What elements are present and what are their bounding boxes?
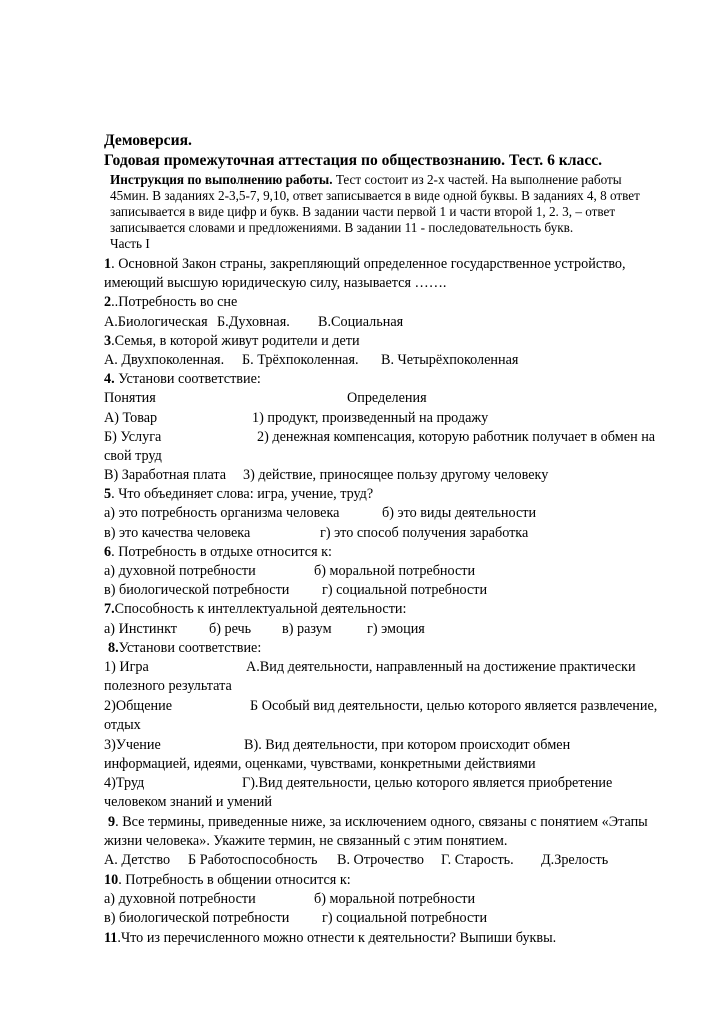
question-2 bbox=[104, 293, 237, 311]
question-1-text-2: имеющий высшую юридическую силу, называется ……. bbox=[104, 275, 447, 291]
question-10 bbox=[104, 871, 351, 889]
question-4-def-2: 2) денежная компенсация, которую работник получает в обмен на bbox=[257, 429, 656, 445]
question-4-col-definitions: Определения bbox=[347, 390, 427, 406]
question-5-text: . Что объединяет слова: игра, учение, труд? bbox=[111, 486, 374, 502]
question-10-option-d: г) социальной потребности bbox=[322, 910, 488, 926]
question-5-option-a: а) это потребность организма человека bbox=[104, 505, 340, 521]
question-4-def-3: 3) действие, приносящее пользу другому человеку bbox=[243, 467, 549, 483]
question-5-option-c: в) это качества человека bbox=[104, 525, 251, 541]
question-9-number: 9 bbox=[108, 814, 116, 830]
instructions-line-2: 45мин. В заданиях 2-3,5-7, 9,10, ответ записывается в виде одной буквы. В заданиях 4, 8 ответ bbox=[110, 188, 640, 203]
instructions-line-3: записывается в виде цифр и букв. В задании части первой 1 и части второй 1, 2. 3, – ответ bbox=[110, 204, 616, 219]
instructions-line-4: записывается словами и предложениями. В задании 11 - последовательность букв. bbox=[110, 220, 574, 235]
question-4-item-a: А) Товар bbox=[104, 410, 158, 426]
question-1-text: . Основной Закон страны, закрепляющий определенное государственное устройство, bbox=[111, 256, 626, 272]
question-2-text: ..Потребность во сне bbox=[111, 294, 238, 310]
question-8-item-3: 3)Учение bbox=[104, 737, 161, 753]
question-4 bbox=[104, 370, 261, 388]
question-2-option-a: А.Биологическая bbox=[104, 314, 208, 330]
question-10-number: 10 bbox=[104, 872, 119, 888]
question-1 bbox=[104, 255, 626, 273]
question-2-option-b: Б.Духовная. bbox=[217, 314, 290, 330]
question-5-number: 5 bbox=[104, 486, 112, 502]
question-5-option-b: б) это виды деятельности bbox=[382, 505, 537, 521]
question-5-option-d: г) это способ получения заработка bbox=[320, 525, 529, 541]
doc-subtitle: Годовая промежуточная аттестация по обществознанию. Тест. 6 класс. bbox=[104, 152, 603, 169]
question-1-number: 1 bbox=[104, 256, 112, 272]
question-4-def-1: 1) продукт, произведенный на продажу bbox=[252, 410, 489, 426]
question-11 bbox=[104, 929, 556, 947]
question-10-option-b: б) моральной потребности bbox=[314, 891, 476, 907]
question-7-text: Способность к интеллектуальной деятельности: bbox=[114, 601, 407, 617]
question-2-option-c: В.Социальная bbox=[318, 314, 404, 330]
doc-title: Демоверсия. bbox=[104, 132, 192, 149]
question-9-option-d: Г. Старость. bbox=[441, 852, 514, 868]
question-3-option-b: Б. Трёхпоколенная. bbox=[242, 352, 359, 368]
question-8-item-2: 2)Общение bbox=[104, 698, 172, 714]
question-9-text: . Все термины, приведенные ниже, за исключением одного, связаны с понятием «Этапы bbox=[115, 814, 648, 830]
question-6-text: . Потребность в отдыхе относится к: bbox=[111, 544, 332, 560]
question-4-def-2-cont: свой труд bbox=[104, 448, 162, 464]
question-6-option-b: б) моральной потребности bbox=[314, 563, 476, 579]
question-10-option-c: в) биологической потребности bbox=[104, 910, 290, 926]
question-9-option-b: Б Работоспособность bbox=[188, 852, 318, 868]
instructions-line-1 bbox=[110, 172, 622, 188]
question-6-number: 6 bbox=[104, 544, 112, 560]
question-4-text: Установи соответствие: bbox=[114, 371, 261, 387]
question-3-number: 3 bbox=[104, 333, 112, 349]
question-6-option-d: г) социальной потребности bbox=[322, 582, 488, 598]
question-8-def-c: В). Вид деятельности, при котором происходит обмен bbox=[244, 737, 571, 753]
question-8-def-b-cont: отдых bbox=[104, 717, 141, 733]
question-9-option-c: В. Отрочество bbox=[337, 852, 424, 868]
question-11-text: .Что из перечисленного можно отнести к деятельности? Выпиши буквы. bbox=[117, 930, 557, 946]
question-4-item-c: В) Заработная плата bbox=[104, 467, 227, 483]
question-8-item-1: 1) Игра bbox=[104, 659, 149, 675]
question-8-number: 8. bbox=[108, 640, 119, 656]
question-3-option-a: А. Двухпоколенная. bbox=[104, 352, 225, 368]
question-8-def-c-cont: информацией, идеями, оценками, чувствами, конкретными действиями bbox=[104, 756, 536, 772]
question-8 bbox=[108, 639, 261, 657]
question-10-option-a: а) духовной потребности bbox=[104, 891, 256, 907]
question-4-item-b: Б) Услуга bbox=[104, 429, 162, 445]
question-7-option-b: б) речь bbox=[209, 621, 252, 637]
question-7 bbox=[104, 600, 406, 618]
question-7-number: 7. bbox=[104, 601, 115, 617]
question-6 bbox=[104, 543, 332, 561]
question-11-number: 11 bbox=[104, 930, 118, 946]
question-2-number: 2 bbox=[104, 294, 112, 310]
instructions-label: Инструкция по выполнению работы. bbox=[110, 172, 333, 187]
question-8-def-d-cont: человеком знаний и умений bbox=[104, 794, 272, 810]
question-3 bbox=[104, 332, 360, 350]
question-8-text: Установи соответствие: bbox=[118, 640, 262, 656]
question-9-option-a: А. Детство bbox=[104, 852, 171, 868]
question-4-number: 4. bbox=[104, 371, 115, 387]
instructions-text-1: Тест состоит из 2-х частей. На выполнение работы bbox=[332, 172, 622, 187]
question-10-text: . Потребность в общении относится к: bbox=[118, 872, 351, 888]
question-5 bbox=[104, 485, 373, 503]
question-8-def-a: А.Вид деятельности, направленный на достижение практически bbox=[246, 659, 636, 675]
question-4-col-concepts: Понятия bbox=[104, 390, 156, 406]
question-3-option-c: В. Четырёхпоколенная bbox=[381, 352, 519, 368]
question-7-option-c: в) разум bbox=[282, 621, 332, 637]
question-9-option-e: Д.Зрелость bbox=[541, 852, 609, 868]
question-9 bbox=[108, 813, 648, 831]
question-3-text: .Семья, в которой живут родители и дети bbox=[111, 333, 360, 349]
question-6-option-c: в) биологической потребности bbox=[104, 582, 290, 598]
question-8-def-a-cont: полезного результата bbox=[104, 678, 232, 694]
part-label: Часть I bbox=[110, 236, 150, 251]
question-8-def-b: Б Особый вид деятельности, целью которого является развлечение, bbox=[250, 698, 658, 714]
question-9-text-2: жизни человека». Укажите термин, не связанный с этим понятием. bbox=[104, 833, 508, 849]
question-7-option-d: г) эмоция bbox=[367, 621, 425, 637]
question-8-def-d: Г).Вид деятельности, целью которого является приобретение bbox=[242, 775, 613, 791]
question-8-item-4: 4)Труд bbox=[104, 775, 145, 791]
question-6-option-a: а) духовной потребности bbox=[104, 563, 256, 579]
question-7-option-a: а) Инстинкт bbox=[104, 621, 177, 637]
